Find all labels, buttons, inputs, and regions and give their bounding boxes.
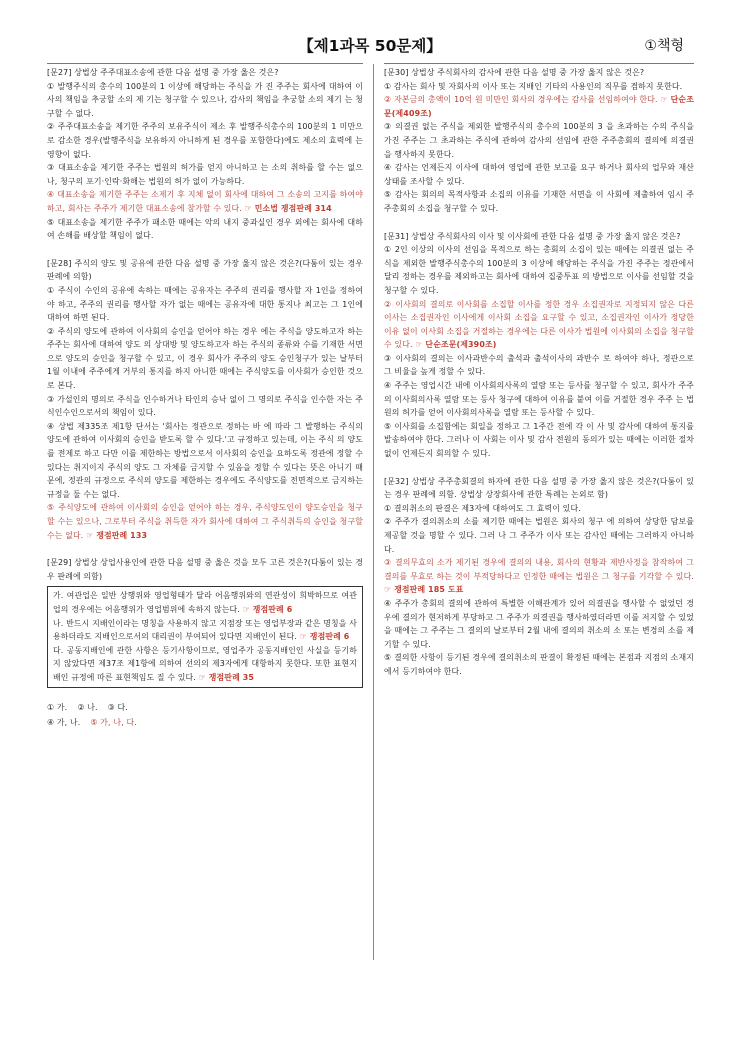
answer-option-text: ⑤ 대표소송을 제기한 주주가 패소한 때에는 악의 내지 중과실인 경우 외에는 회사에 대하여 손해를 배상할 책임이 없다. (47, 217, 363, 241)
answer-option (384, 502, 694, 516)
statement-item-reference: ☞ 쟁점판례 35 (198, 672, 255, 682)
question-title: [문29] 상법상 상업사용인에 관한 다음 설명 중 옳은 것을 모두 고른 것은?(다툼이 있는 경우 판례에 의함) (47, 558, 363, 581)
choices-row (47, 700, 363, 715)
answer-option-text: ⑤ 감사는 회의의 목적사항과 소집의 이유를 기재한 서면을 이 사회에 제출하여 임시 주주총회의 소집을 청구할 수 있다. (384, 190, 694, 213)
statement-box (47, 586, 363, 687)
answer-option-text: ② 주주대표소송을 제기한 주주의 보유주식이 제소 후 발행주식총수의 100분의 1 미만으로 감소한 경우(발행주식을 보유하지 아니하게 된 경우를 포함한다)에도 제소의 효력에 는 영향이 없다. (47, 122, 363, 159)
answer-option (47, 284, 363, 325)
left-column (47, 66, 363, 744)
answer-option-text: ① 2인 이상의 이사의 선임을 목적으로 하는 총회의 소집이 있는 때에는 의결권 없는 주식을 제외한 발행주식총수의 100분의 3 이상에 해당하는 주식을 가진 주주는 정관에서 달리 정하는 경우를 제외하고는 회사에 대하여 집중투표 의 방법으로 이사를 선임할 것을 청구할 수 있다. (384, 245, 694, 295)
answer-option-reference: ☞ 쟁점판례 133 (86, 530, 148, 540)
answer-option (47, 161, 363, 188)
answer-option (384, 651, 694, 678)
answer-option (47, 216, 363, 243)
answer-option-text: ④ 주주는 영업시간 내에 이사회의사록의 열람 또는 등사를 청구할 수 있고, 회사가 주주의 이사회의사록 열람 또는 등사 청구에 대하여 이유를 붙여 이를 거절한 경우 주주 는 법원의 허가를 얻어 이사회의사록을 열람 또는 등사할 수 있다. (384, 381, 694, 418)
page-title: 【제1과목 50문제】 (298, 37, 442, 55)
answer-option (384, 515, 694, 556)
choices-row (47, 715, 363, 730)
answer-option-text: ④ 대표소송을 제기한 주주는 소제기 후 지체 없이 회사에 대하여 그 소송의 고지를 하여야 하고, 회사는 주주가 제기한 대표소송에 참가할 수 있다. (47, 190, 363, 213)
answer-option (384, 352, 694, 379)
answer-option-reference: ☞ 단순조문(제390조) (415, 340, 497, 350)
answer-option-text: ④ 주주가 총회의 결의에 관하여 특별한 이해관계가 있어 의결권을 행사할 수 없었던 경우에 결의가 현저하게 부당하고 그 주주가 의결권을 행사하였더라면 이를 저지할 수 있었을 때에는 그 주주는 그 결의의 날로부터 2월 내에 결의의 취소의 소 또는 변경의 소를 제기할 수 있다. (384, 598, 694, 649)
choice-option: ⑤ 가, 나, 다. (90, 717, 137, 727)
answer-option-text: ① 결의취소의 판결은 제3자에 대하여도 그 효력이 있다. (384, 503, 581, 513)
question-title: [문32] 상법상 주주총회결의 하자에 관한 다음 설명 중 가장 옳지 않은 것은?(다툼이 있는 경우 판례에 의함. 상법상 상장회사에 관한 특례는 논외로 함) (384, 476, 694, 500)
answer-option (47, 325, 363, 393)
answer-option (384, 93, 694, 120)
choice-option: ② 나. (77, 702, 98, 712)
statement-item-reference: ☞ 쟁점판례 6 (242, 604, 293, 614)
answer-option (384, 556, 694, 597)
question-block (384, 475, 694, 679)
answer-option (384, 120, 694, 161)
answer-option-text: ④ 상법 제335조 제1항 단서는 '회사는 정관으로 정하는 바 에 따라 그 발행하는 주식의 양도에 관하여 이사회의 승인을 받도록 할 수 있다.'고 규정하고 있는데, 이는 주식 의 양도를 전제로 하고 다만 이를 제한하는 방법으로서 이사회의 승인을 요하도록 정관에 정할 수 있다는 취지이지 주식의 양도 그 자체를 금지할 수 있음을 정할 수 있다는 뜻은 아니기 때문에, 정관의 규정으로 주식의 양도를 제한하는 경우에도 주식양도를 전면적으로 금지하는 규정을 둘 수는 없다. (47, 421, 363, 499)
answer-option (47, 120, 363, 161)
answer-option-text: ② 이사회의 결의로 이사회를 소집할 이사를 정한 경우 소집권자로 지정되지 않은 다른 이사는 소집권자인 이사에게 이사회 소집을 요구할 수 있고, 소집권자인 이사가 정당한 이유 없이 이사회 소집을 거절하는 경우에는 다른 이사가 법원에 이사회의 소집을 청구할 수 있다. (384, 299, 694, 350)
column-divider (373, 64, 374, 960)
answer-option (47, 80, 363, 121)
answer-option-text: ⑤ 주식양도에 관하여 이사회의 승인을 얻어야 하는 경우, 주식양도인이 양도승인을 청구할 수는 있으나, 그로부터 주식을 취득한 자가 회사에 대하여 그 주식취득의 승인을 청구할 수는 없다. (47, 503, 363, 540)
statement-item-text: 나. 반드시 지배인이라는 명칭을 사용하지 않고 지점장 또는 영업부장과 같은 명칭을 사용하더라도 지배인으로서의 대리권이 부여되어 있다면 지배인이 된다. (53, 618, 357, 642)
statement-item-text: 가. 여관업은 일반 상행위와 영업형태가 달라 어음행위와의 연관성이 희박하므로 여관업의 경우에는 어음행위가 영업범위에 속하지 않는다. (53, 591, 357, 614)
statement-item (53, 644, 357, 685)
choice-option: ① 가. (47, 702, 68, 712)
question-title: [문30] 상법상 주식회사의 감사에 관한 다음 설명 중 가장 옳지 않은 것은? (384, 68, 645, 77)
statement-item-reference: ☞ 쟁점판례 6 (299, 632, 350, 642)
answer-option-text: ③ 의결권 없는 주식을 제외한 발행주식의 총수의 100분의 3 을 초과하는 수의 주식을 가진 주주는 그 초과하는 주식에 관하여 감사의 선임에 관한 주주총회의 결의에 의결권 을 행사하지 못한다. (384, 122, 694, 159)
answer-option-text: ② 주식의 양도에 관하여 이사회의 승인을 얻어야 하는 경우 에는 주식을 양도하고자 하는 주주는 회사에 대하여 양도 의 상대방 및 양도하고자 하는 주식의 종류와 수를 기재한 서면으로 양도의 승인을 청구할 수 있고, 이 경우 회사가 주주의 양도 승인청구가 있는 날부터 1월 이내에 주주에게 거부의 통지를 하지 아니한 때에는 주식양도를 이사회가 승인한 것으로 본다. (47, 326, 363, 391)
answer-option (47, 393, 363, 420)
answer-option (384, 597, 694, 651)
question-block (384, 66, 694, 216)
right-top-rule (384, 63, 694, 64)
question-block (47, 556, 363, 729)
booklet-type: ①책형 (644, 38, 684, 54)
answer-option (47, 420, 363, 502)
answer-option (47, 501, 363, 542)
answer-option (384, 298, 694, 352)
right-column (384, 66, 694, 693)
answer-option (384, 420, 694, 461)
answer-option (384, 379, 694, 420)
statement-item (53, 589, 357, 616)
choice-option: ③ 다. (107, 702, 128, 712)
statement-item (53, 617, 357, 644)
question-title: [문28] 주식의 양도 및 공유에 관한 다음 설명 중 가장 옳지 않은 것은?(다툼이 있는 경우 판례에 의함) (47, 258, 363, 282)
answer-option-text: ② 자본금의 총액이 10억 원 미만인 회사의 경우에는 감사를 선임하여야 한다. (384, 95, 661, 105)
answer-option-text: ④ 감사는 언제든지 이사에 대하여 영업에 관한 보고를 요구 하거나 회사의 업무와 재산상태를 조사할 수 있다. (384, 163, 694, 186)
answer-option-text: ③ 결의무효의 소가 제기된 경우에 결의의 내용, 회사의 현황과 제반사정을 참작하여 그 결의를 무효로 하는 것이 부적당하다고 인정한 때에는 법원은 그 청구를 기각할 수 있다. (384, 558, 694, 581)
answer-option-reference: ☞ 단순조문(제409조) (384, 95, 694, 118)
answer-option-text: ① 주식이 수인의 공유에 속하는 때에는 공유자는 주주의 권리를 행사할 자 1인을 정하여야 하고, 주주의 권리를 행사할 자가 없는 때에는 공유자에 대한 통지나 최고는 그 1인에 대하여 하면 된다. (47, 285, 363, 323)
left-top-rule (47, 63, 363, 64)
statement-item-text: 다. 공동지배인에 관한 사항은 등기사항이므로, 영업주가 공동지배인인 사실을 등기하지 않았다면 제37조 제1항에 의하여 선의의 제3자에게 대항하지 못한다. 또한 표현지배인 규정에 따른 표현책임도 질 수 있다. (53, 645, 357, 682)
question-title: [문27] 상법상 주주대표소송에 관한 다음 설명 중 가장 옳은 것은? (47, 68, 279, 77)
answer-option-text: ② 주주가 결의취소의 소를 제기한 때에는 법원은 회사의 청구 에 의하여 상당한 담보를 제공할 것을 명할 수 있다. 그러 나 그 주주가 이사 또는 감사인 때에는 그러하지 아니하다. (384, 517, 694, 554)
question-block (384, 230, 694, 461)
answer-option-text: ① 감사는 회사 및 자회사의 이사 또는 지배인 기타의 사용인의 직무를 겸하지 못한다. (384, 81, 683, 91)
question-title: [문31] 상법상 주식회사의 이사 및 이사회에 관한 다음 설명 중 가장 옳지 않은 것은? (384, 231, 681, 241)
answer-option (384, 80, 694, 94)
answer-option-text: ③ 이사회의 결의는 이사과반수의 출석과 출석이사의 과반수 로 하여야 하나, 정관으로 그 비율을 높게 정할 수 있다. (384, 353, 694, 377)
answer-option (47, 188, 363, 215)
question-block (47, 66, 363, 243)
answer-option-text: ③ 가설인의 명의로 주식을 인수하거나 타인의 승낙 없이 그 명의로 주식을 인수한 자는 주식인수인으로서의 책임이 있다. (47, 394, 363, 418)
answer-option-reference: ☞ 민소법 쟁점판례 314 (244, 203, 332, 213)
answer-option-text: ⑤ 이사회를 소집함에는 회일을 정하고 그 1주간 전에 각 이 사 및 감사에 대하여 통지를 발송하여야 한다. 그러나 이 사회는 이사 및 감사 전원의 동의가 있는 때에는 이러한 절차 없이 언제든지 회의할 수 있다. (384, 421, 694, 459)
answer-option-text: ③ 대표소송을 제기한 주주는 법원의 허가를 얻지 아니하고 는 소의 취하를 할 수는 없으나, 청구의 포기·인락·화해는 법원의 허가 없이 가능하다. (47, 163, 363, 186)
question-block (47, 257, 363, 542)
answer-option (384, 188, 694, 215)
answer-option (384, 161, 694, 188)
answer-option-reference: ☞ 쟁점판례 185 도표 (384, 585, 464, 595)
answer-option (384, 243, 694, 297)
choice-option: ④ 가, 나. (47, 717, 81, 727)
answer-choices (47, 700, 363, 730)
answer-option-text: ① 발행주식의 총수의 100분의 1 이상에 해당하는 주식을 가 진 주주는 회사에 대하여 이사의 책임을 추궁할 소의 제 기는 청구할 수 있으나, 감사의 책임을 추궁할 소의 제기 는 청구할 수 없다. (47, 81, 363, 118)
answer-option-text: ⑤ 결의한 사항이 등기된 경우에 결의취소의 판결이 확정된 때에는 본점과 지점의 소재지에서 등기하여야 한다. (384, 653, 694, 676)
